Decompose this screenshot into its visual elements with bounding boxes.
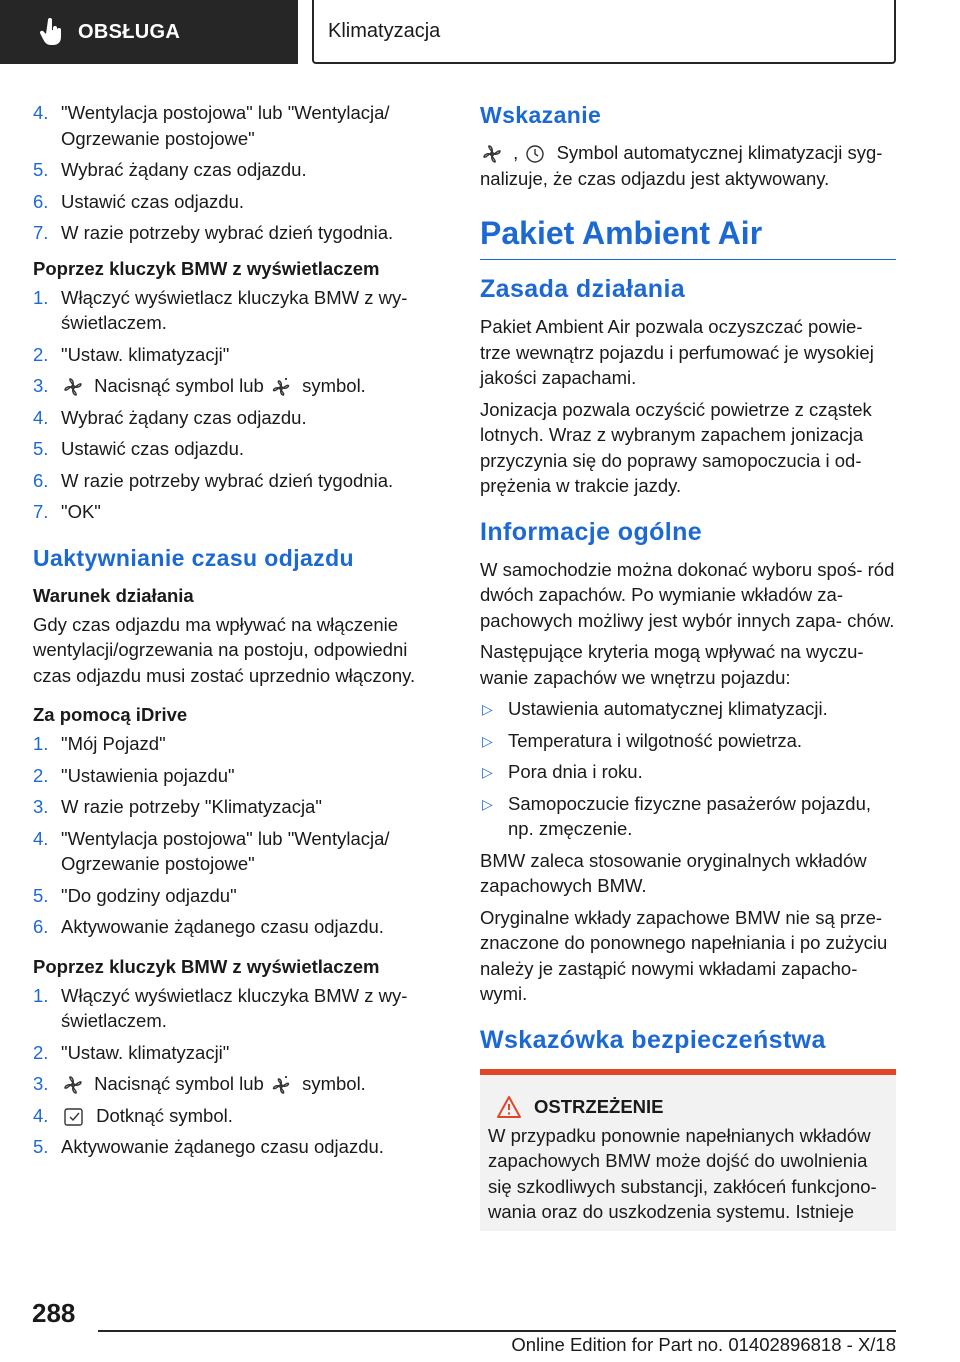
paragraph-general-2: Następujące kryteria mogą wpływać na wyczu- wanie zapachów we wnętrzu pojazdu: (480, 641, 864, 688)
paragraph-indicator: , Symbol automatycznej klimatyzacji syg- nalizuje, że czas odjazdu jest aktywowany. (480, 142, 883, 189)
edition-note: Online Edition for Part no. 01402896818 - X/18 (511, 1334, 896, 1355)
subheading-condition: Warunek działania (33, 584, 194, 606)
section-title: OBSŁUGA (78, 20, 181, 43)
warning-box (480, 1069, 896, 1231)
fan-icon (63, 377, 83, 397)
chapter-title: Klimatyzacja (328, 19, 441, 42)
list-item: 5. "Do godziny odjazdu" (33, 884, 237, 906)
list-item: 6. W razie potrzeby wybrać dzień tygodnia. (33, 469, 394, 491)
bullet-triangle-icon: ▷ (482, 701, 493, 717)
list-item: 5. Ustawić czas odjazdu. (33, 438, 245, 459)
paragraph-general-1: W samochodzie można dokonać wyboru spoś- ród dwóch zapachów. Po wymianie wkładów za- pachowych możliwy jest wybór innych zapa- chów. (480, 558, 895, 631)
list-item: ▷ Samopoczucie fizyczne pasażerów pojazdu, np. zmęczenie. (482, 792, 871, 839)
heading-indicator: Wskazanie (480, 102, 602, 128)
list-item: 1. Włączyć wyświetlacz kluczyka BMW z wy- świetlaczem. (33, 286, 408, 333)
list-item: ▷ Temperatura i wilgotność powietrza. (480, 728, 896, 754)
left-column (33, 100, 428, 1166)
heading-activate-departure: Uaktywnianie czasu odjazdu (33, 544, 354, 571)
paragraph-principle-1: Pakiet Ambient Air pozwala oczyszczać powie- trze wewnątrz pojazdu i perfumować je wysokiej jakości zapachami. (480, 316, 874, 388)
warning-triangle-icon (496, 1095, 522, 1119)
list-item: 2. "Ustaw. klimatyzacji" (33, 1041, 230, 1063)
list-item: 4. Dotknąć symbol. (33, 1103, 428, 1129)
subheading-key-display: Poprzez kluczyk BMW z wyświetlaczem (33, 257, 380, 279)
section-tab (0, 0, 298, 64)
fan-icon (63, 1075, 83, 1095)
list-item: 7. "OK" (33, 501, 101, 522)
list-item: 2. "Ustawienia pojazdu" (33, 764, 235, 786)
list-item: ▷ Ustawienia automatycznej klimatyzacji. (480, 696, 896, 722)
list-item: 6. Ustawić czas odjazdu. (33, 190, 245, 212)
bullet-triangle-icon: ▷ (482, 795, 493, 812)
pointing-hand-icon (40, 18, 64, 46)
fan-auto-icon (271, 377, 291, 397)
heading-principle: Zasada działania (480, 275, 686, 303)
paragraph-general-3: BMW zaleca stosowanie oryginalnych wkładów zapachowych BMW. (480, 849, 867, 896)
list-item: 4. "Wentylacja postojowa" lub "Wentylacja/ Ogrzewanie postojowe" (33, 102, 390, 149)
footer-divider (98, 1330, 896, 1332)
list-item: 1. "Mój Pojazd" (33, 733, 166, 754)
list-item: 7. W razie potrzeby wybrać dzień tygodnia. (33, 222, 394, 243)
step-list-1 (33, 100, 428, 246)
list-item: 1. Włączyć wyświetlacz kluczyka BMW z wy- świetlaczem. (33, 984, 408, 1031)
heading-general: Informacje ogólne (480, 517, 703, 546)
list-item: 4. "Wentylacja postojowa" lub "Wentylacja/ Ogrzewanie postojowe" (33, 827, 390, 874)
chapter-tab (312, 0, 896, 64)
list-item: 5. Aktywowanie żądanego czasu odjazdu. (33, 1136, 384, 1157)
bullet-triangle-icon: ▷ (482, 732, 493, 749)
right-column (480, 100, 896, 1231)
heading-safety: Wskazówka bezpieczeństwa (480, 1025, 826, 1054)
subheading-key-display-2: Poprzez kluczyk BMW z wyświetlaczem (33, 955, 380, 977)
list-item: 2. "Ustaw. klimatyzacji" (33, 343, 230, 365)
step-list-2 (33, 285, 428, 525)
paragraph-condition: Gdy czas odjazdu ma wpływać na włączenie wentylacji/ogrzewania na postoju, odpowiedni czas odjazdu musi zostać uprzednio włączony. (33, 613, 416, 686)
step-list-4 (33, 983, 428, 1160)
fan-alt-icon (482, 144, 502, 164)
list-item: 3. Nacisnąć symbol lub symbol. (33, 1073, 366, 1094)
criteria-list (480, 696, 896, 842)
list-item: 4. Wybrać żądany czas odjazdu. (33, 406, 307, 428)
list-item: 3. W razie potrzeby "Klimatyzacja" (33, 796, 322, 817)
paragraph-principle-2: Jonizacja pozwala oczyścić powietrze z cząstek lotnych. Wraz z wybranym zapachem jonizacja przyczynia się do poprawy samopoczucia i od- prężenia w trakcie jazdy. (480, 398, 872, 496)
list-item: 6. Aktywowanie żądanego czasu odjazdu. (33, 916, 384, 937)
warning-header (488, 1095, 886, 1119)
list-item: 3. Nacisnąć symbol lub symbol. (33, 375, 366, 396)
step-list-3 (33, 731, 428, 940)
clock-icon (525, 144, 545, 164)
page-number: 288 (32, 1298, 76, 1328)
list-item: 5. Wybrać żądany czas odjazdu. (33, 159, 307, 180)
warning-title: OSTRZEŻENIE (534, 1095, 664, 1117)
heading-ambient-air: Pakiet Ambient Air (480, 213, 896, 260)
paragraph-general-4: Oryginalne wkłady zapachowe BMW nie są prze- znaczone do ponownego napełniania i po zużyciu należy je zastąpić nowymi wkładami zapacho- wymi. (480, 906, 888, 1004)
warning-text: W przypadku ponownie napełnianych wkładów zapachowych BMW może dojść do uwolnienia się szkodliwych substancji, zakłóceń funkcjono- wania oraz do uszkodzenia systemu. Istnieje (488, 1124, 877, 1222)
bullet-triangle-icon: ▷ (482, 764, 493, 780)
confirm-symbol-icon (63, 1106, 85, 1128)
list-item: ▷ Pora dnia i roku. (480, 759, 896, 785)
subheading-idrive: Za pomocą iDrive (33, 704, 188, 725)
fan-auto-icon (271, 1075, 291, 1095)
